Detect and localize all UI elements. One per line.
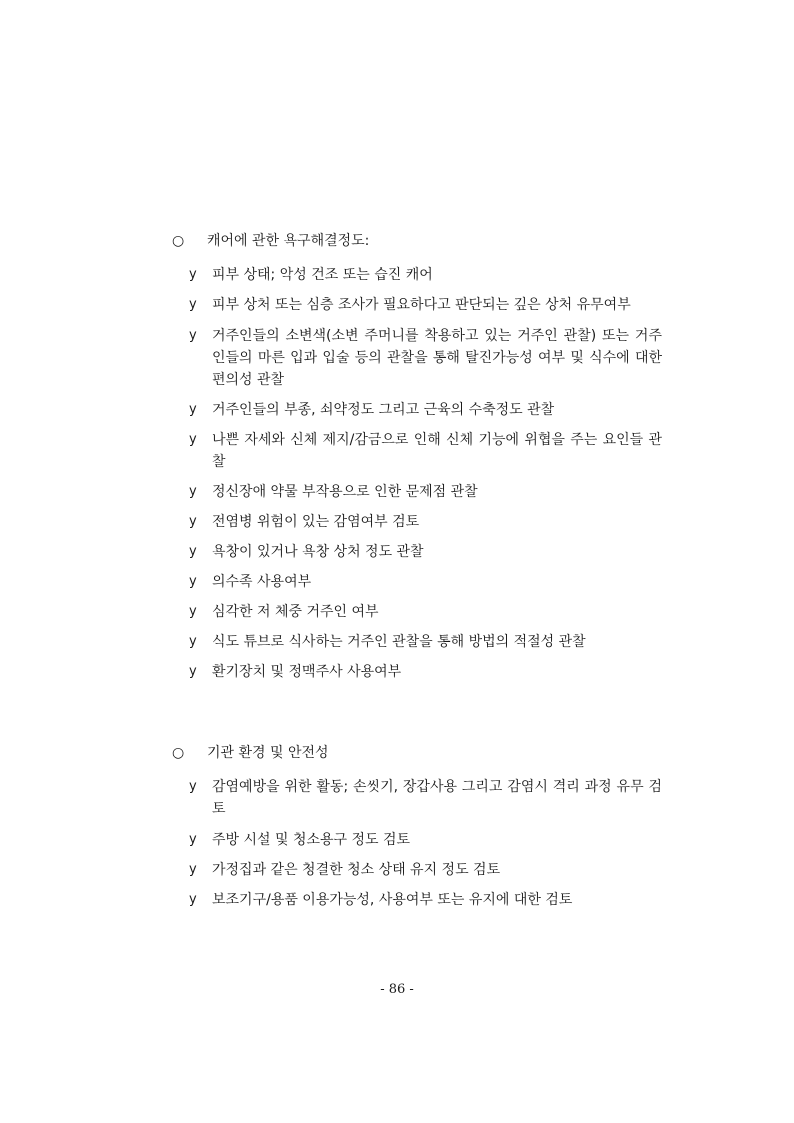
list-item bbox=[172, 601, 662, 623]
list-item bbox=[172, 294, 662, 316]
care-needs-list bbox=[172, 264, 662, 683]
list-item-text: 거주인들의 소변색(소변 주머니를 착용하고 있는 거주인 관찰) 또는 거주인들의 마른 입과 입술 등의 관찰을 통해 탈진가능성 여부 및 식수에 대한 편의성 관찰 bbox=[212, 328, 662, 388]
list-item-text: 환기장치 및 정맥주사 사용여부 bbox=[212, 664, 402, 680]
bullet-icon: y bbox=[189, 574, 197, 589]
list-item bbox=[172, 859, 662, 881]
bullet-icon: y bbox=[189, 892, 197, 907]
list-item-text: 거주인들의 부종, 쇠약정도 그리고 근육의 수축정도 관찰 bbox=[212, 402, 555, 418]
list-item-text: 보조기구/용품 이용가능성, 사용여부 또는 유지에 대한 검토 bbox=[212, 892, 573, 908]
bullet-icon: y bbox=[189, 862, 197, 877]
list-item bbox=[172, 511, 662, 533]
list-item bbox=[172, 541, 662, 563]
list-item-text: 가정집과 같은 청결한 청소 상태 유지 정도 검토 bbox=[212, 862, 501, 878]
list-item-text: 식도 튜브로 식사하는 거주인 관찰을 통해 방법의 적절성 관찰 bbox=[212, 634, 586, 650]
list-item bbox=[172, 776, 662, 820]
bullet-icon: y bbox=[189, 604, 197, 619]
section-heading-text: 캐어에 관한 욕구해결정도: bbox=[207, 233, 370, 249]
list-item bbox=[172, 661, 662, 683]
list-item-text: 피부 상태; 악성 건조 또는 습진 캐어 bbox=[212, 267, 433, 283]
bullet-icon: y bbox=[189, 514, 197, 529]
list-item bbox=[172, 429, 662, 473]
bullet-icon: y bbox=[189, 267, 197, 282]
section-care-needs bbox=[172, 231, 662, 683]
bullet-icon: y bbox=[189, 402, 197, 417]
bullet-icon: y bbox=[189, 297, 197, 312]
section-heading bbox=[172, 743, 662, 763]
section-heading-text: 기관 환경 및 안전성 bbox=[207, 745, 329, 761]
list-item bbox=[172, 264, 662, 286]
list-item bbox=[172, 399, 662, 421]
section-heading bbox=[172, 231, 662, 251]
list-item-text: 감염예방을 위한 활동; 손씻기, 장갑사용 그리고 감염시 격리 과정 유무 검토 bbox=[212, 779, 662, 817]
facility-safety-list bbox=[172, 776, 662, 911]
circle-bullet-icon: ○ bbox=[172, 745, 185, 761]
bullet-icon: y bbox=[189, 432, 197, 447]
page-number: - 86 - bbox=[380, 982, 414, 997]
circle-bullet-icon: ○ bbox=[172, 233, 185, 249]
list-item bbox=[172, 571, 662, 593]
list-item-text: 전염병 위험이 있는 감염여부 검토 bbox=[212, 514, 420, 530]
bullet-icon: y bbox=[189, 328, 197, 343]
list-item bbox=[172, 325, 662, 391]
list-item bbox=[172, 889, 662, 911]
bullet-icon: y bbox=[189, 779, 197, 794]
bullet-icon: y bbox=[189, 484, 197, 499]
bullet-icon: y bbox=[189, 832, 197, 847]
list-item-text: 주방 시설 및 청소용구 정도 검토 bbox=[212, 832, 411, 848]
list-item bbox=[172, 481, 662, 503]
list-item bbox=[172, 829, 662, 851]
section-facility-safety bbox=[172, 743, 662, 911]
list-item-text: 나쁜 자세와 신체 제지/감금으로 인해 신체 기능에 위협을 주는 요인들 관찰 bbox=[212, 432, 662, 470]
list-item-text: 심각한 저 체중 거주인 여부 bbox=[212, 604, 379, 620]
bullet-icon: y bbox=[189, 634, 197, 649]
list-item bbox=[172, 631, 662, 653]
bullet-icon: y bbox=[189, 664, 197, 679]
list-item-text: 정신장애 약물 부작용으로 인한 문제점 관찰 bbox=[212, 484, 478, 500]
bullet-icon: y bbox=[189, 544, 197, 559]
list-item-text: 의수족 사용여부 bbox=[212, 574, 312, 590]
list-item-text: 욕창이 있거나 욕창 상처 정도 관찰 bbox=[212, 544, 424, 560]
list-item-text: 피부 상처 또는 심층 조사가 필요하다고 판단되는 깊은 상처 유무여부 bbox=[212, 297, 631, 313]
